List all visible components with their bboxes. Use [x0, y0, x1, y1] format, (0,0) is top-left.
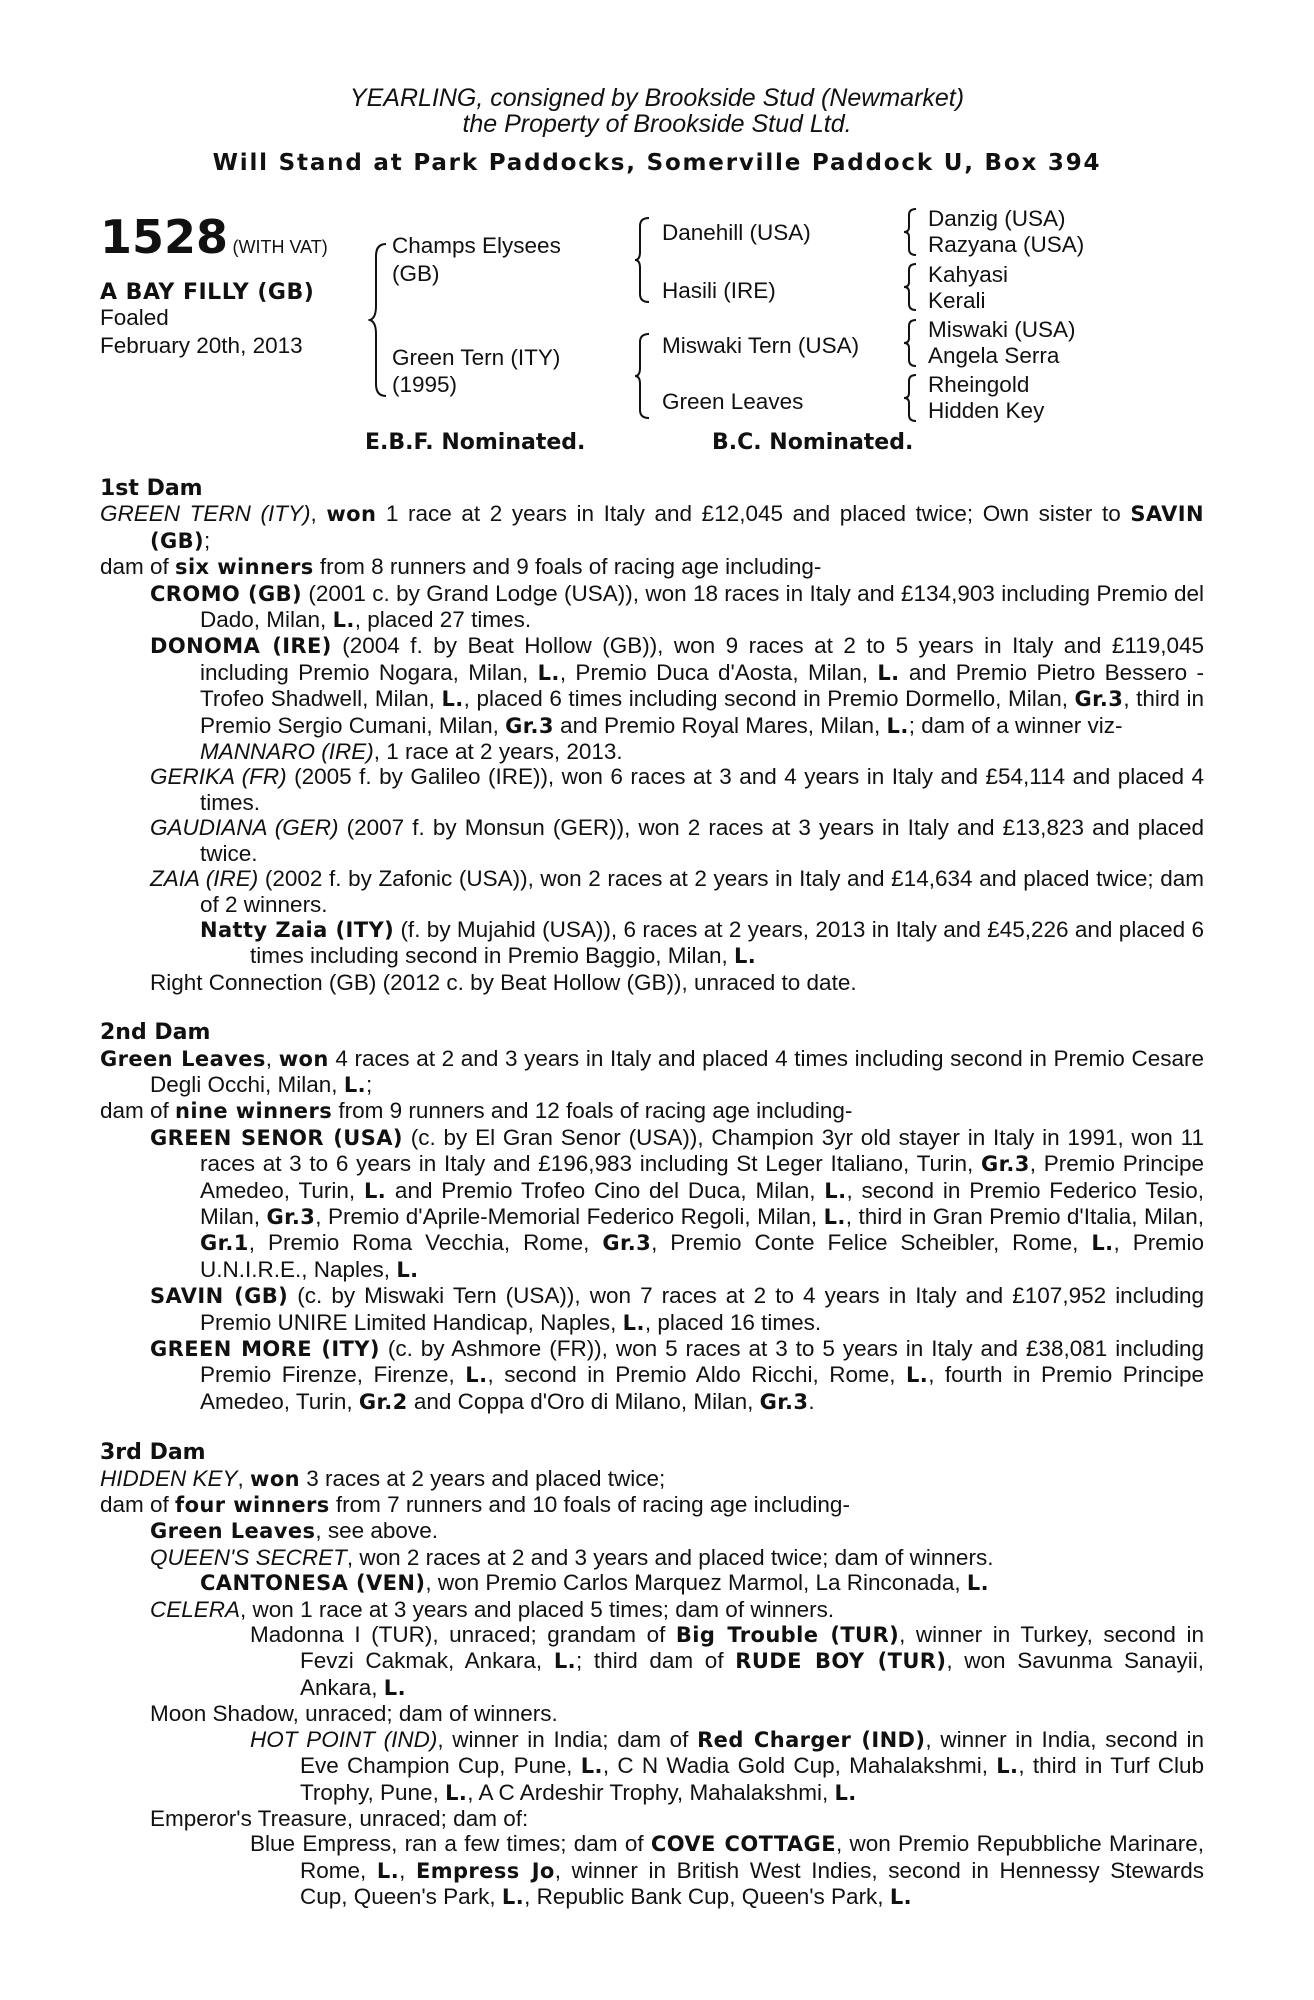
produce-moon-shadow: Moon Shadow, unraced; dam of winners.: [150, 1701, 558, 1727]
ggp-sss: Danzig (USA): [928, 206, 1066, 231]
pedigree-brace-sd: [902, 261, 920, 313]
dam-name: Green Tern (ITY): [392, 345, 561, 370]
produce-natty-zaia: Natty Zaia (ITY) (f. by Mujahid (USA)), 6 races at 2 years, 2013 in Italy and £45,226 and placed 6 times including second in Premio Baggio, Milan, L.: [200, 916, 1204, 969]
produce-savin: SAVIN (GB) (c. by Miswaki Tern (USA)), won 7 races at 2 to 4 years in Italy and £107,952 including Premio UNIRE Limited Handicap, Naples, L., placed 16 times.: [150, 1283, 1205, 1335]
second-dam-produce-summary: dam of nine winners from 9 runners and 12 foals of racing age including-: [100, 1098, 853, 1124]
pedigree-brace-ds: [902, 317, 920, 369]
sire-name: Champs Elysees: [392, 233, 561, 258]
foaled-date: February 20th, 2013: [100, 333, 303, 358]
second-dam-record: Green Leaves, won 4 races at 2 and 3 years in Italy and placed 4 times including second in Premio Cesare Degli Occhi, Milan, L.;: [100, 1045, 1204, 1097]
catalogue-body: [100, 476, 1204, 1911]
ggp-sdd: Kerali: [928, 288, 986, 313]
produce-cantonesa: CANTONESA (VEN), won Premio Carlos Marquez Marmol, La Rinconada, L.: [200, 1570, 990, 1596]
produce-celera: CELERA, won 1 race at 3 years and placed 5 times; dam of winners.: [150, 1596, 835, 1622]
property-line: the Property of Brookside Stud Ltd.: [462, 110, 852, 138]
third-dam-record: HIDDEN KEY, won 3 races at 2 years and placed twice;: [100, 1465, 666, 1491]
produce-emperors-treasure: Emperor's Treasure, unraced; dam of:: [150, 1805, 529, 1831]
dam-year: (1995): [392, 372, 458, 397]
produce-zaia: ZAIA (IRE) (2002 f. by Zafonic (USA)), won 2 races at 2 years in Italy and £14,634 and placed twice; dam of 2 winners.: [150, 866, 1204, 917]
dam-dam: Green Leaves: [662, 389, 804, 414]
ggp-ddd: Hidden Key: [928, 398, 1045, 423]
first-dam-produce-summary: dam of six winners from 8 runners and 9 foals of racing age including-: [100, 554, 822, 580]
stand-location-line: Will Stand at Park Paddocks, Somerville Paddock U, Box 394: [212, 150, 1102, 176]
produce-madonna: Madonna I (TUR), unraced; grandam of Big Trouble (TUR), winner in Turkey, second in Fevzi Cakmak, Ankara, L.; third dam of RUDE BOY (TUR), won Savunma Sanayii, Ankara, L.: [250, 1622, 1205, 1700]
dam-sire: Miswaki Tern (USA): [662, 333, 860, 358]
sire-dam: Hasili (IRE): [662, 278, 776, 303]
lot-number: 1528: [100, 210, 229, 264]
pedigree-brace-sire: [633, 214, 653, 306]
third-dam-produce-summary: dam of four winners from 7 runners and 10 foals of racing age including-: [100, 1492, 850, 1518]
ggp-sds: Kahyasi: [928, 262, 1009, 287]
bc-nominated: B.C. Nominated.: [712, 430, 914, 455]
ggp-dds: Rheingold: [928, 372, 1030, 397]
produce-mannaro: MANNARO (IRE), 1 race at 2 years, 2013.: [200, 739, 623, 765]
produce-cromo: CROMO (GB) (2001 c. by Grand Lodge (USA)), won 18 races in Italy and £134,903 including Premio del Dado, Milan, L., placed 27 times.: [150, 580, 1204, 633]
consignor-line: YEARLING, consigned by Brookside Stud (Newmarket): [349, 84, 965, 112]
produce-green-more: GREEN MORE (ITY) (c. by Ashmore (FR)), won 5 races at 3 to 5 years in Italy and £38,081 including Premio Firenze, Firenze, L., second in Premio Aldo Ricchi, Rome, L., fourth in Premio Principe Amedeo, Turin, Gr.2 and Coppa d'Oro di Milano, Milan, Gr.3.: [150, 1336, 1205, 1414]
pedigree-brace-ss: [902, 206, 920, 258]
second-dam-heading: 2nd Dam: [100, 1020, 211, 1046]
foaled-label: Foaled: [100, 305, 169, 330]
produce-gaudiana: GAUDIANA (GER) (2007 f. by Monsun (GER)), won 2 races at 3 years in Italy and £13,823 and placed twice.: [150, 815, 1205, 866]
horse-name: A BAY FILLY (GB): [100, 280, 315, 305]
sire-country: (GB): [392, 261, 440, 286]
produce-green-senor: GREEN SENOR (USA) (c. by El Gran Senor (USA)), Champion 3yr old stayer in Italy in 1991, won 11 races at 3 to 6 years in Italy and £196,983 including St Leger Italiano, Turin, Gr.3, Premio Principe Amedeo, Turin, L. and Premio Trofeo Cino del Duca, Milan, L., second in Premio Federico Tesio, Milan, Gr.3, Premio d'Aprile-Memorial Federico Regoli, Milan, L., third in Gran Premio d'Italia, Milan, Gr.1, Premio Roma Vecchia, Rome, Gr.3, Premio Conte Felice Scheibler, Rome, L., Premio U.N.I.R.E., Naples, L.: [150, 1124, 1204, 1282]
produce-hot-point: HOT POINT (IND), winner in India; dam of Red Charger (IND), winner in India, second in Eve Champion Cup, Pune, L., C N Wadia Gold Cup, Mahalakshmi, L., third in Turf Club Trophy, Pune, L., A C Ardeshir Trophy, Mahalakshmi, L.: [250, 1726, 1204, 1805]
first-dam-record: GREEN TERN (ITY), won 1 race at 2 years in Italy and £12,045 and placed twice; Own sister to SAVIN (GB);: [100, 501, 1204, 553]
ebf-nominated: E.B.F. Nominated.: [365, 430, 586, 455]
produce-blue-empress: Blue Empress, ran a few times; dam of COVE COTTAGE, won Premio Repubbliche Marinare, Rome, L., Empress Jo, winner in British West Indies, second in Hennessy Stewards Cup, Queen's Park, L., Republic Bank Cup, Queen's Park, L.: [250, 1831, 1204, 1910]
produce-right-connection: Right Connection (GB) (2012 c. by Beat Hollow (GB)), unraced to date.: [150, 969, 857, 995]
ggp-dss: Miswaki (USA): [928, 317, 1076, 342]
produce-queens-secret: QUEEN'S SECRET, won 2 races at 2 and 3 years and placed twice; dam of winners.: [150, 1544, 994, 1570]
vat-label: (WITH VAT): [232, 237, 328, 257]
pedigree-brace-main: [368, 240, 392, 400]
pedigree-brace-dd: [902, 372, 920, 424]
ggp-ssd: Razyana (USA): [928, 232, 1085, 257]
first-dam-heading: 1st Dam: [100, 476, 203, 501]
produce-donoma: DONOMA (IRE) (2004 f. by Beat Hollow (GB)), won 9 races at 2 to 5 years in Italy and £119,045 including Premio Nogara, Milan, L., Premio Duca d'Aosta, Milan, L. and Premio Pietro Bessero - Trofeo Shadwell, Milan, L., placed 6 times including second in Premio Dormello, Milan, Gr.3, third in Premio Sergio Cumani, Milan, Gr.3 and Premio Royal Mares, Milan, L.; dam of a winner viz-: [150, 633, 1205, 738]
third-dam-heading: 3rd Dam: [100, 1440, 206, 1466]
produce-gerika: GERIKA (FR) (2005 f. by Galileo (IRE)), won 6 races at 3 and 4 years in Italy and £54,114 and placed 4 times.: [150, 764, 1204, 815]
pedigree-brace-dam: [633, 330, 653, 422]
ggp-dsd: Angela Serra: [928, 343, 1060, 368]
lot-block: [100, 210, 328, 264]
produce-green-leaves: Green Leaves, see above.: [150, 1518, 438, 1544]
sire-sire: Danehill (USA): [662, 220, 811, 245]
